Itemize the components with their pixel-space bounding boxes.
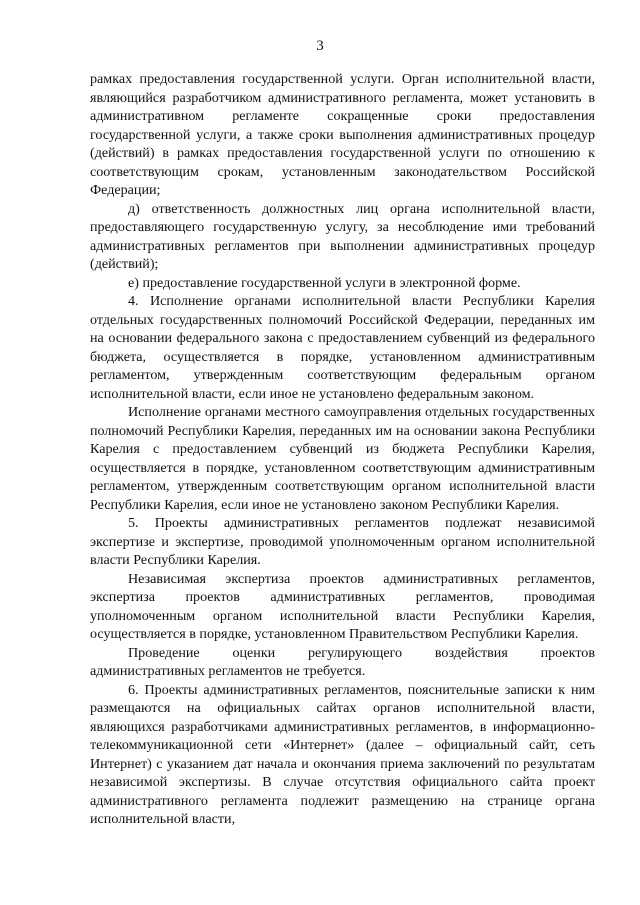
paragraph-continuation: рамках предоставления государственной услуги. Орган исполнительной власти, являющийся разработчиком административного регламента, может установить в административном регламенте сокращенные сроки предоставления государственной услуги, а также сроки выполнения административных процедур (действий) в рамках предоставления государственной услуги по отношению к соответствующим срокам, установленным законодательством Российской Федерации; (90, 71, 595, 198)
paragraph-item-e: е) предоставление государственной услуги в электронной форме. (128, 274, 521, 291)
paragraph-4-local: Исполнение органами местного самоуправления отдельных государственных полномочий Республики Карелия, переданных им на основании закона Республики Карелия с предоставлением субвенций из бюджета Республики Карелия, осуществляется в порядке, установленном соответствующим административным регламентом, утвержденным соответствующим органом исполнительной власти Республики Карелия, если иное не установлено законом Республики Карелия. (90, 404, 595, 513)
paragraph-5-expertise: Независимая экспертиза проектов административных регламентов, экспертиза проектов административных регламентов, проводимая уполномоченным органом исполнительной власти Республики Карелия, осуществляется в порядке, установленном Правительством Республики Карелия. (90, 570, 595, 642)
paragraph-4: 4. Исполнение органами исполнительной власти Республики Карелия отдельных государственных полномочий Российской Федерации, переданных им на основании федерального закона с предоставлением субвенций из федерального бюджета, осуществляется в порядке, установленном административным регламентом, утвержденным соответствующим федеральным органом исполнительной власти, если иное не установлено федеральным законом. (90, 293, 595, 402)
paragraph-item-d: д) ответственность должностных лиц органа исполнительной власти, предоставляющего государственную услугу, за несоблюдение ими требований административных регламентов при выполнении административных процедур (действий); (90, 200, 595, 272)
document-body (90, 70, 595, 829)
paragraph-5: 5. Проекты административных регламентов подлежат независимой экспертизе и экспертизе, проводимой уполномоченным органом исполнительной власти Республики Карелия. (90, 515, 595, 568)
paragraph-6: 6. Проекты административных регламентов, пояснительные записки к ним размещаются на официальных сайтах органов исполнительной власти, являющихся разработчиками административных регламентов, в информационно-телекоммуникационной сети «Интернет» (далее – официальный сайт, сеть Интернет) с указанием дат начала и окончания приема заключений по результатам независимой экспертизы. В случае отсутствия официального сайта проект административного регламента подлежит размещению на странице органа исполнительной власти, (90, 681, 595, 827)
page-number: 3 (316, 38, 324, 54)
paragraph-5-assessment: Проведение оценки регулирующего воздействия проектов административных регламентов не требуется. (90, 644, 595, 679)
